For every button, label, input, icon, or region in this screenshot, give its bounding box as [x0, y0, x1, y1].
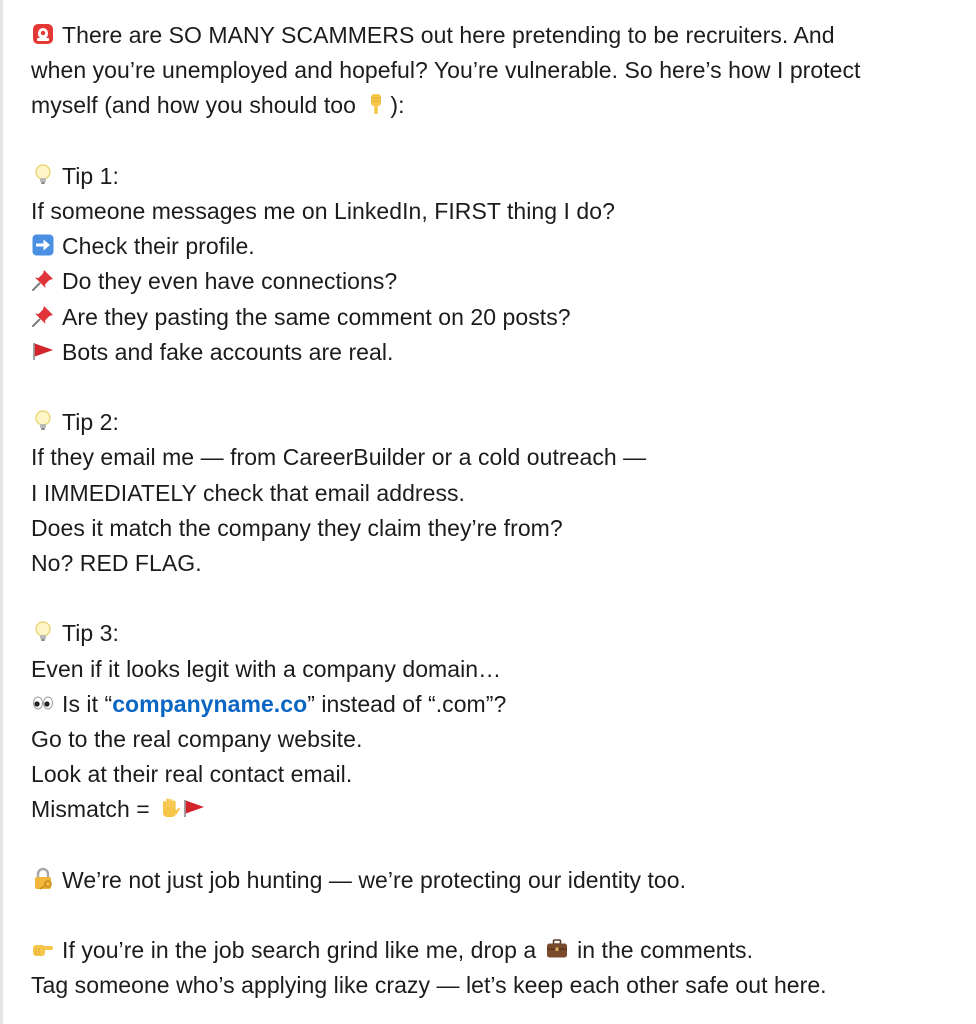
pushpin-icon — [31, 304, 55, 328]
identity-line — [31, 863, 966, 898]
post-body — [31, 18, 966, 1004]
tip2-text-2: I IMMEDIATELY check that email address. — [31, 479, 465, 506]
spacer — [31, 124, 966, 159]
tip2-line-4 — [31, 546, 966, 581]
tip2-title-line — [31, 405, 966, 440]
right-arrow-icon — [31, 233, 55, 257]
tip1-text-5: Bots and fake accounts are real. — [62, 338, 394, 365]
tip2-title: Tip 2: — [62, 409, 119, 436]
tip1-title: Tip 1: — [62, 162, 119, 189]
tip1-line-3 — [31, 264, 966, 299]
tip1-text-2: Check their profile. — [62, 233, 255, 260]
intro-text-1: There are SO MANY SCAMMERS out here pretending to be recruiters. And — [62, 22, 835, 48]
briefcase-icon — [545, 937, 569, 961]
backhand-index-pointing-right-icon — [31, 937, 55, 961]
eyes-icon — [31, 691, 55, 715]
triangular-flag-icon — [31, 339, 55, 363]
spacer — [31, 898, 966, 933]
tip1-line-1 — [31, 194, 966, 229]
tip2-line-2 — [31, 476, 966, 511]
left-divider — [0, 0, 3, 1024]
intro-text-2: when you’re unemployed and hopeful? You’re vulnerable. So here’s how I protect — [31, 57, 861, 84]
tip3-line-4 — [31, 757, 966, 792]
tip3-line-1 — [31, 652, 966, 687]
intro-text-3b: ): — [390, 92, 405, 119]
cta-text-2: Tag someone who’s applying like crazy — let’s keep each other safe out here. — [31, 972, 827, 999]
tip1-line-5 — [31, 335, 966, 370]
tip3-line-2 — [31, 687, 966, 722]
light-bulb-icon — [31, 163, 55, 187]
tip3-text-4: Look at their real contact email. — [31, 761, 353, 788]
spacer — [31, 828, 966, 863]
tip3-line-5 — [31, 792, 966, 827]
tip3-text-3: Go to the real company website. — [31, 726, 363, 753]
raised-hand-icon — [158, 796, 182, 820]
tip2-text-1: If they email me — from CareerBuilder or a cold outreach — — [31, 444, 647, 471]
tip3-title: Tip 3: — [62, 620, 119, 647]
tip1-text-1: If someone messages me on LinkedIn, FIRST thing I do? — [31, 198, 615, 224]
tip1-text-3: Do they even have connections? — [62, 268, 398, 295]
tip1-title-line — [31, 159, 966, 194]
intro-line-2 — [31, 53, 966, 88]
light-bulb-icon — [31, 620, 55, 644]
tip1-line-4 — [31, 300, 966, 335]
tip3-line-3 — [31, 722, 966, 757]
tip3-title-line — [31, 616, 966, 651]
intro-text-3a: myself (and how you should too — [31, 92, 363, 119]
tip2-line-1 — [31, 440, 966, 475]
cta-text-1b: in the comments. — [570, 937, 754, 964]
cta-line-2 — [31, 968, 966, 1003]
cta-text-1a: If you’re in the job search grind like me, drop a — [62, 937, 543, 964]
tip2-text-3: Does it match the company they claim they’re from? — [31, 514, 563, 541]
tip3-text-2a: Is it “ — [62, 690, 113, 717]
companyname-link[interactable]: companyname.co — [112, 690, 308, 717]
triangular-flag-icon — [182, 796, 206, 820]
backhand-index-pointing-down-icon — [364, 92, 388, 116]
spacer — [31, 370, 966, 405]
identity-text: We’re not just job hunting — we’re protecting our identity too. — [62, 866, 687, 893]
tip2-line-3 — [31, 511, 966, 546]
pushpin-icon — [31, 268, 55, 292]
tip3-text-2b: ” instead of “.com”? — [307, 690, 507, 717]
tip3-text-5: Mismatch = — [31, 796, 157, 823]
tip2-text-4: No? RED FLAG. — [31, 550, 202, 577]
tip1-text-4: Are they pasting the same comment on 20 posts? — [62, 303, 571, 330]
locked-with-key-icon — [31, 867, 55, 891]
tip3-text-1: Even if it looks legit with a company domain… — [31, 655, 502, 682]
intro-line-1 — [31, 18, 966, 53]
siren-icon — [31, 22, 55, 46]
cta-line-1 — [31, 933, 966, 968]
intro-line-3 — [31, 88, 966, 123]
light-bulb-icon — [31, 409, 55, 433]
spacer — [31, 581, 966, 616]
tip1-line-2 — [31, 229, 966, 264]
